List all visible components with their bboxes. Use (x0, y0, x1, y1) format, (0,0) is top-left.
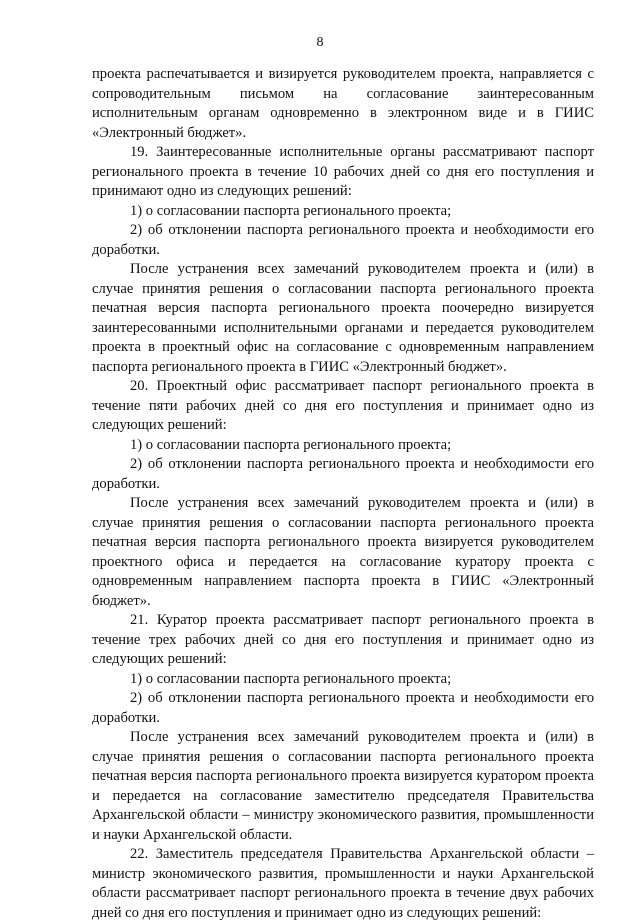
paragraph-after-remarks: После устранения всех замечаний руководителем проекта и (или) в случае принятия решения о согласовании паспорта регионального проекта печатная версия паспорта регионального проекта визируется куратором проекта и передается на согласование заместителю председателя Правительства Архангельской области – министру экономического развития, промышленности и науки Архангельской области. (92, 729, 594, 843)
paragraph-continuation: проекта распечатывается и визируется руководителем проекта, направляется с сопроводительным письмом на согласование заинтересованным исполнительным органам одновременно в электронном виде и в ГИИС «Электронный бюджет». (92, 66, 594, 141)
paragraph-item-22: 22. Заместитель председателя Правительства Архангельской области – министр экономического развития, промышленности и науки Архангельской области рассматривает паспорт регионального проекта в течение двух рабочих дней со дня его поступления и принимает одно из следующих решений: (92, 846, 594, 921)
page-number: 8 (316, 35, 324, 50)
paragraph-item-19: 19. Заинтересованные исполнительные органы рассматривают паспорт регионального проекта в течение 10 рабочих дней со дня его поступления и принимают одно из следующих решений: (92, 144, 594, 199)
paragraph-option-reject: 2) об отклонении паспорта регионального проекта и необходимости его доработки. (92, 456, 594, 492)
paragraph-item-20: 20. Проектный офис рассматривает паспорт регионального проекта в течение пяти рабочих дней со дня его поступления и принимает одно из следующих решений: (92, 378, 594, 433)
paragraph-after-remarks: После устранения всех замечаний руководителем проекта и (или) в случае принятия решения о согласовании паспорта регионального проекта печатная версия паспорта регионального проекта поочередно визируется заинтересованными исполнительными органами и передается руководителем проекта в проектный офис на согласование с одновременным направлением паспорта регионального проекта в ГИИС «Электронный бюджет». (92, 261, 594, 375)
paragraph-after-remarks: После устранения всех замечаний руководителем проекта и (или) в случае принятия решения о согласовании паспорта регионального проекта печатная версия паспорта регионального проекта визируется руководителем проектного офиса и передается на согласование куратору проекта с одновременным направлением паспорта проекта в ГИИС «Электронный бюджет». (92, 495, 594, 609)
paragraph-option-approve: 1) о согласовании паспорта регионального проекта; (130, 436, 452, 453)
document-body (92, 65, 594, 923)
paragraph-option-approve: 1) о согласовании паспорта регионального проекта; (130, 202, 452, 219)
paragraph-option-reject: 2) об отклонении паспорта регионального проекта и необходимости его доработки. (92, 222, 594, 258)
paragraph-option-reject: 2) об отклонении паспорта регионального проекта и необходимости его доработки. (92, 690, 594, 726)
paragraph-option-approve: 1) о согласовании паспорта регионального проекта; (130, 670, 452, 687)
paragraph-item-21: 21. Куратор проекта рассматривает паспорт регионального проекта в течение трех рабочих дней со дня его поступления и принимает одно из следующих решений: (92, 612, 594, 667)
